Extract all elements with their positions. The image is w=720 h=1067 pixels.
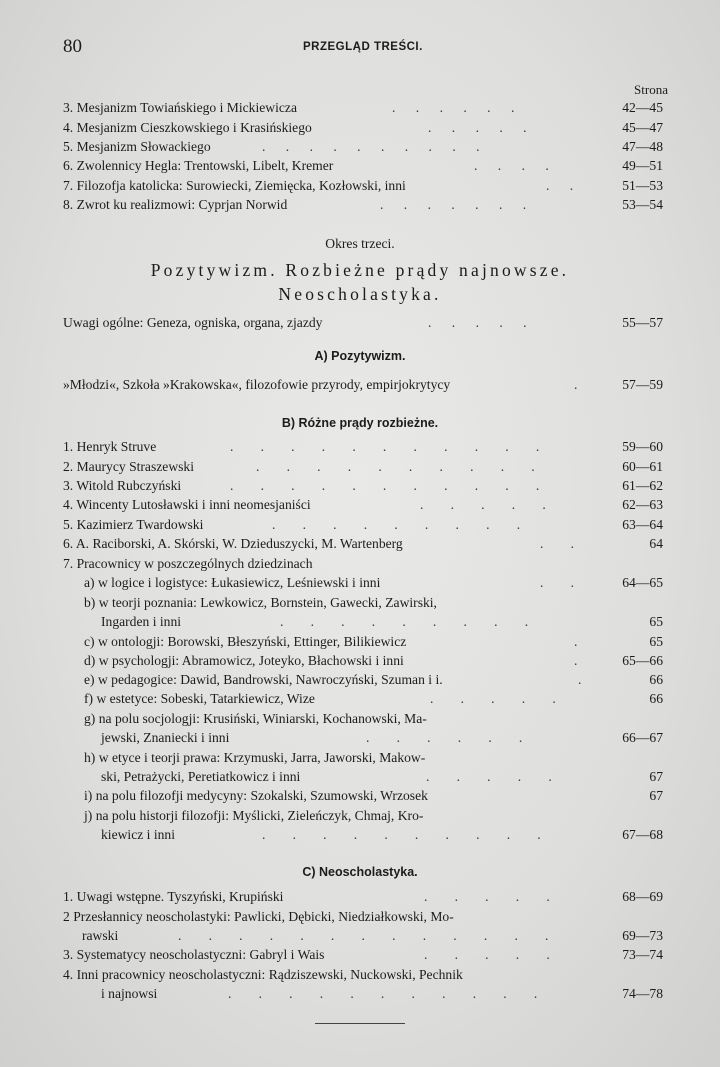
entry-text: 7. Filozofja katolicka: Surowiecki, Ziemięcka, Kozłowski, inni bbox=[63, 178, 406, 193]
toc-subentry bbox=[0, 787, 720, 804]
entry-pages: 69—73 bbox=[622, 928, 663, 943]
leader-dots: . . . . . . . bbox=[380, 197, 527, 212]
entry-pages: 57—59 bbox=[622, 377, 663, 392]
entry-text: Ingarden i inni bbox=[101, 614, 182, 629]
leader-dots: . . . . bbox=[474, 158, 549, 173]
entry-text: 4. Inni pracownicy neoscholastyczni: Rądziszewski, Nuckowski, Pechnik bbox=[63, 967, 463, 982]
leader-dots: . . . . . bbox=[424, 889, 550, 904]
entry-text: f) w estetyce: Sobeski, Tatarkiewicz, Wize bbox=[84, 691, 315, 706]
leader-dots: . . . . . bbox=[420, 497, 546, 512]
entry-pages: 55—57 bbox=[622, 315, 663, 330]
toc-entry bbox=[0, 555, 720, 572]
leader-dots: . . . . . . . . . . bbox=[256, 459, 535, 474]
leader-dots: . . . . . . bbox=[366, 730, 523, 745]
entry-pages: 68—69 bbox=[622, 889, 663, 904]
entry-text: Uwagi ogólne: Geneza, ogniska, organa, zjazdy bbox=[63, 315, 323, 330]
entry-text: 5. Mesjanizm Słowackiego bbox=[63, 139, 211, 154]
entry-pages: 60—61 bbox=[622, 459, 663, 474]
entry-pages: 67 bbox=[649, 788, 663, 803]
leader-dots: . bbox=[574, 377, 578, 392]
entry-text: b) w teorji poznania: Lewkowicz, Bornstein, Gawecki, Zawirski, bbox=[84, 595, 437, 610]
toc-entry bbox=[0, 908, 720, 925]
toc-subentry-cont bbox=[0, 729, 720, 746]
entry-text: 2 Przesłannicy neoscholastyki: Pawlicki, Dębicki, Niedziałkowski, Mo- bbox=[63, 909, 454, 924]
entry-text: 1. Henryk Struve bbox=[63, 439, 157, 454]
entry-pages: 59—60 bbox=[622, 439, 663, 454]
leader-dots: . . . . . bbox=[430, 691, 556, 706]
toc-entry bbox=[0, 496, 720, 513]
entry-text: 8. Zwrot ku realizmowi: Cyprjan Norwid bbox=[63, 197, 288, 212]
period-title: Pozytywizm. Rozbieżne prądy najnowsze. bbox=[150, 260, 570, 280]
toc-entry bbox=[0, 477, 720, 494]
entry-text: 3. Mesjanizm Towiańskiego i Mickiewicza bbox=[63, 100, 297, 115]
leader-dots: . . . . . . . . . . bbox=[262, 139, 480, 154]
toc-entry bbox=[0, 966, 720, 983]
toc-entry bbox=[0, 516, 720, 533]
toc-subentry-cont bbox=[0, 613, 720, 630]
toc-entry bbox=[0, 99, 720, 116]
entry-text: 6. Zwolennicy Hegla: Trentowski, Libelt, Kremer bbox=[63, 158, 334, 173]
leader-dots: . . . . . . . . . . . bbox=[228, 986, 538, 1001]
toc-entry bbox=[0, 138, 720, 155]
entry-pages: 65 bbox=[649, 634, 663, 649]
period-label: Okres trzeci. bbox=[325, 236, 395, 251]
entry-text: e) w pedagogice: Dawid, Bandrowski, Nawroczyński, Szuman i i. bbox=[84, 672, 443, 687]
toc-subentry bbox=[0, 807, 720, 824]
entry-text: jewski, Znaniecki i inni bbox=[101, 730, 230, 745]
toc-subentry bbox=[0, 574, 720, 591]
entry-text: 4. Mesjanizm Cieszkowskiego i Krasińskiego bbox=[63, 120, 312, 135]
entry-pages: 53—54 bbox=[622, 197, 663, 212]
entry-text: j) na polu historji filozofji: Myślicki, Zieleńczyk, Chmaj, Kro- bbox=[84, 808, 424, 823]
entry-text: kiewicz i inni bbox=[101, 827, 175, 842]
entry-text: i najnowsi bbox=[101, 986, 158, 1001]
entry-pages: 66 bbox=[649, 691, 663, 706]
toc-entry bbox=[0, 376, 720, 393]
toc-entry bbox=[0, 157, 720, 174]
entry-pages: 73—74 bbox=[622, 947, 663, 962]
entry-pages: 67 bbox=[649, 769, 663, 784]
toc-entry bbox=[0, 119, 720, 136]
entry-text: d) w psychologji: Abramowicz, Joteyko, Błachowski i inni bbox=[84, 653, 404, 668]
leader-dots: . . . . . . . . . . . bbox=[230, 439, 540, 454]
entry-pages: 74—78 bbox=[622, 986, 663, 1001]
toc-entry-cont bbox=[0, 985, 720, 1002]
entry-text: 2. Maurycy Straszewski bbox=[63, 459, 194, 474]
entry-pages: 45—47 bbox=[622, 120, 663, 135]
entry-pages: 66 bbox=[649, 672, 663, 687]
entry-pages: 42—45 bbox=[622, 100, 663, 115]
toc-entry bbox=[0, 535, 720, 552]
entry-pages: 61—62 bbox=[622, 478, 663, 493]
section-heading: C) Neoscholastyka. bbox=[302, 865, 418, 879]
closing-rule bbox=[315, 1023, 405, 1024]
toc-entry bbox=[0, 314, 720, 331]
toc-entry bbox=[0, 196, 720, 213]
leader-dots: . . . . . bbox=[424, 947, 550, 962]
toc-entry bbox=[0, 177, 720, 194]
leader-dots: . . . . . bbox=[428, 120, 527, 135]
leader-dots: . . . . . . . . . bbox=[272, 517, 521, 532]
leader-dots: . bbox=[578, 672, 582, 687]
entry-pages: 62—63 bbox=[622, 497, 663, 512]
toc-entry-cont bbox=[0, 927, 720, 944]
toc-entry bbox=[0, 946, 720, 963]
entry-text: 1. Uwagi wstępne. Tyszyński, Krupiński bbox=[63, 889, 284, 904]
entry-text: rawski bbox=[82, 928, 119, 943]
leader-dots: . . . . . bbox=[426, 769, 552, 784]
entry-text: 7. Pracownicy w poszczególnych dziedzinach bbox=[63, 556, 313, 571]
entry-text: »Młodzi«, Szkoła »Krakowska«, filozofowie przyrody, empirjokrytycy bbox=[63, 377, 451, 392]
section-heading: B) Różne prądy rozbieżne. bbox=[281, 416, 439, 430]
leader-dots: . . . . . . . . . bbox=[280, 614, 529, 629]
toc-subentry bbox=[0, 710, 720, 727]
entry-text: i) na polu filozofji medycyny: Szokalski, Szumowski, Wrzosek bbox=[84, 788, 428, 803]
entry-pages: 51—53 bbox=[622, 178, 663, 193]
entry-text: c) w ontologji: Borowski, Błeszyński, Ettinger, Bilikiewicz bbox=[84, 634, 407, 649]
running-title: PRZEGLĄD TREŚCI. bbox=[303, 41, 423, 53]
leader-dots: . . . . . . bbox=[392, 100, 515, 115]
entry-text: a) w logice i logistyce: Łukasiewicz, Leśniewski i inni bbox=[84, 575, 381, 590]
entry-text: 3. Witold Rubczyński bbox=[63, 478, 182, 493]
section-heading: A) Pozytywizm. bbox=[314, 349, 406, 363]
entry-pages: 64—65 bbox=[622, 575, 663, 590]
entry-text: ski, Petrażycki, Peretiatkowicz i inni bbox=[101, 769, 301, 784]
entry-text: 6. A. Raciborski, A. Skórski, W. Dzieduszycki, M. Wartenberg bbox=[63, 536, 403, 551]
leader-dots: . bbox=[574, 653, 578, 668]
entry-text: 3. Systematycy neoscholastyczni: Gabryl i Wais bbox=[63, 947, 325, 962]
leader-dots: . . bbox=[540, 575, 574, 590]
leader-dots: . . bbox=[540, 536, 574, 551]
entry-pages: 65—66 bbox=[622, 653, 663, 668]
entry-pages: 64 bbox=[649, 536, 663, 551]
toc-subentry bbox=[0, 749, 720, 766]
entry-pages: 66—67 bbox=[622, 730, 663, 745]
leader-dots: . . . . . . . . . . bbox=[262, 827, 541, 842]
toc-subentry-cont bbox=[0, 826, 720, 843]
leader-dots: . bbox=[574, 634, 578, 649]
entry-pages: 47—48 bbox=[622, 139, 663, 154]
entry-pages: 65 bbox=[649, 614, 663, 629]
column-header-strona: Strona bbox=[634, 82, 668, 97]
toc-entry bbox=[0, 438, 720, 455]
entry-text: 5. Kazimierz Twardowski bbox=[63, 517, 204, 532]
toc-subentry bbox=[0, 594, 720, 611]
entry-pages: 49—51 bbox=[622, 158, 663, 173]
leader-dots: . . bbox=[546, 178, 574, 193]
toc-subentry bbox=[0, 690, 720, 707]
toc-entry bbox=[0, 458, 720, 475]
entry-text: g) na polu socjologji: Krusiński, Winiarski, Kochanowski, Ma- bbox=[84, 711, 427, 726]
toc-subentry bbox=[0, 633, 720, 650]
toc-subentry bbox=[0, 652, 720, 669]
leader-dots: . . . . . . . . . . . . . bbox=[178, 928, 549, 943]
toc-subentry bbox=[0, 671, 720, 688]
period-subtitle: Neoscholastyka. bbox=[278, 284, 442, 304]
entry-text: h) w etyce i teorji prawa: Krzymuski, Jarra, Jaworski, Makow- bbox=[84, 750, 426, 765]
entry-pages: 63—64 bbox=[622, 517, 663, 532]
leader-dots: . . . . . bbox=[428, 315, 527, 330]
page-number: 80 bbox=[63, 36, 82, 57]
leader-dots: . . . . . . . . . . . bbox=[230, 478, 540, 493]
toc-subentry-cont bbox=[0, 768, 720, 785]
entry-pages: 67—68 bbox=[622, 827, 663, 842]
toc-entry bbox=[0, 888, 720, 905]
entry-text: 4. Wincenty Lutosławski i inni neomesjaniści bbox=[63, 497, 311, 512]
